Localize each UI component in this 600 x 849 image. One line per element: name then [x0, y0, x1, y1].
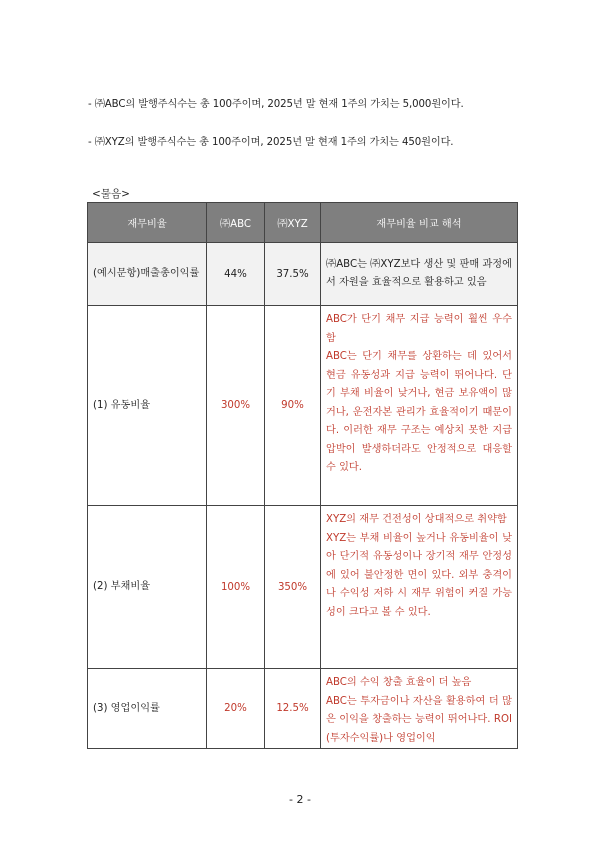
table-row-example — [88, 243, 518, 306]
table-header-row — [88, 203, 518, 243]
row-abc-value: 300% — [207, 306, 265, 506]
row-xyz-value: 37.5% — [265, 243, 321, 306]
header-xyz: ㈜XYZ — [265, 203, 321, 243]
table-row-current-ratio — [88, 306, 518, 506]
row-interpretation — [321, 306, 518, 506]
header-ratio: 재무비율 — [88, 203, 207, 243]
row-abc-value: 44% — [207, 243, 265, 306]
interpretation-summary: XYZ의 재무 건전성이 상대적으로 취약함 — [326, 514, 507, 525]
page-number: - 2 - — [289, 793, 311, 806]
row-abc-value: 20% — [207, 669, 265, 749]
header-abc: ㈜ABC — [207, 203, 265, 243]
row-interpretation — [321, 506, 518, 669]
financial-ratio-table — [87, 202, 518, 749]
question-label: <물음> — [92, 188, 130, 200]
row-name: (1) 유동비율 — [88, 306, 207, 506]
table-row-operating-margin — [88, 669, 518, 749]
interpretation-detail: ABC는 투자금이나 자산을 활용하여 더 많은 이익을 창출하는 능력이 뛰어나다. ROI(투자수익률)나 영업이익 — [326, 695, 512, 744]
interpretation-summary: ABC가 단기 채무 지급 능력이 훨씬 우수함 — [326, 314, 512, 344]
interpretation-text: ㈜ABC는 ㈜XYZ보다 생산 및 판매 과정에서 자원을 효율적으로 활용하고 있음 — [326, 258, 512, 288]
row-name: (3) 영업이익률 — [88, 669, 207, 749]
header-interpretation: 재무비율 비교 해석 — [321, 203, 518, 243]
table-row-debt-ratio — [88, 506, 518, 669]
row-interpretation — [321, 669, 518, 749]
row-xyz-value: 90% — [265, 306, 321, 506]
interpretation-detail: XYZ는 부채 비율이 높거나 유동비율이 낮아 단기적 유동성이나 장기적 재무 안정성에 있어 불안정한 면이 있다. 외부 충격이나 수익성 저하 시 재무 위험이 커질 가능성이 크다고 볼 수 있다. — [326, 532, 512, 618]
note-xyz: - ㈜XYZ의 발행주식수는 총 100주이며, 2025년 말 현재 1주의 가치는 450원이다. — [88, 137, 454, 148]
row-name: (2) 부채비율 — [88, 506, 207, 669]
row-interpretation — [321, 243, 518, 306]
row-abc-value: 100% — [207, 506, 265, 669]
row-name: (예시문항)매출총이익률 — [88, 243, 207, 306]
row-xyz-value: 12.5% — [265, 669, 321, 749]
interpretation-detail: ABC는 단기 채무를 상환하는 데 있어서 현금 유동성과 지급 능력이 뛰어나다. 단기 부채 비율이 낮거나, 현금 보유액이 많거나, 운전자본 관리가 효율적이기 때문이다. 이러한 재무 구조는 예상치 못한 지급압박이 발생하더라도 안정적으로 대응할 수 있다. — [326, 351, 512, 473]
row-xyz-value: 350% — [265, 506, 321, 669]
interpretation-summary: ABC의 수익 창출 효율이 더 높음 — [326, 677, 472, 688]
note-abc: - ㈜ABC의 발행주식수는 총 100주이며, 2025년 말 현재 1주의 가치는 5,000원이다. — [88, 99, 464, 110]
